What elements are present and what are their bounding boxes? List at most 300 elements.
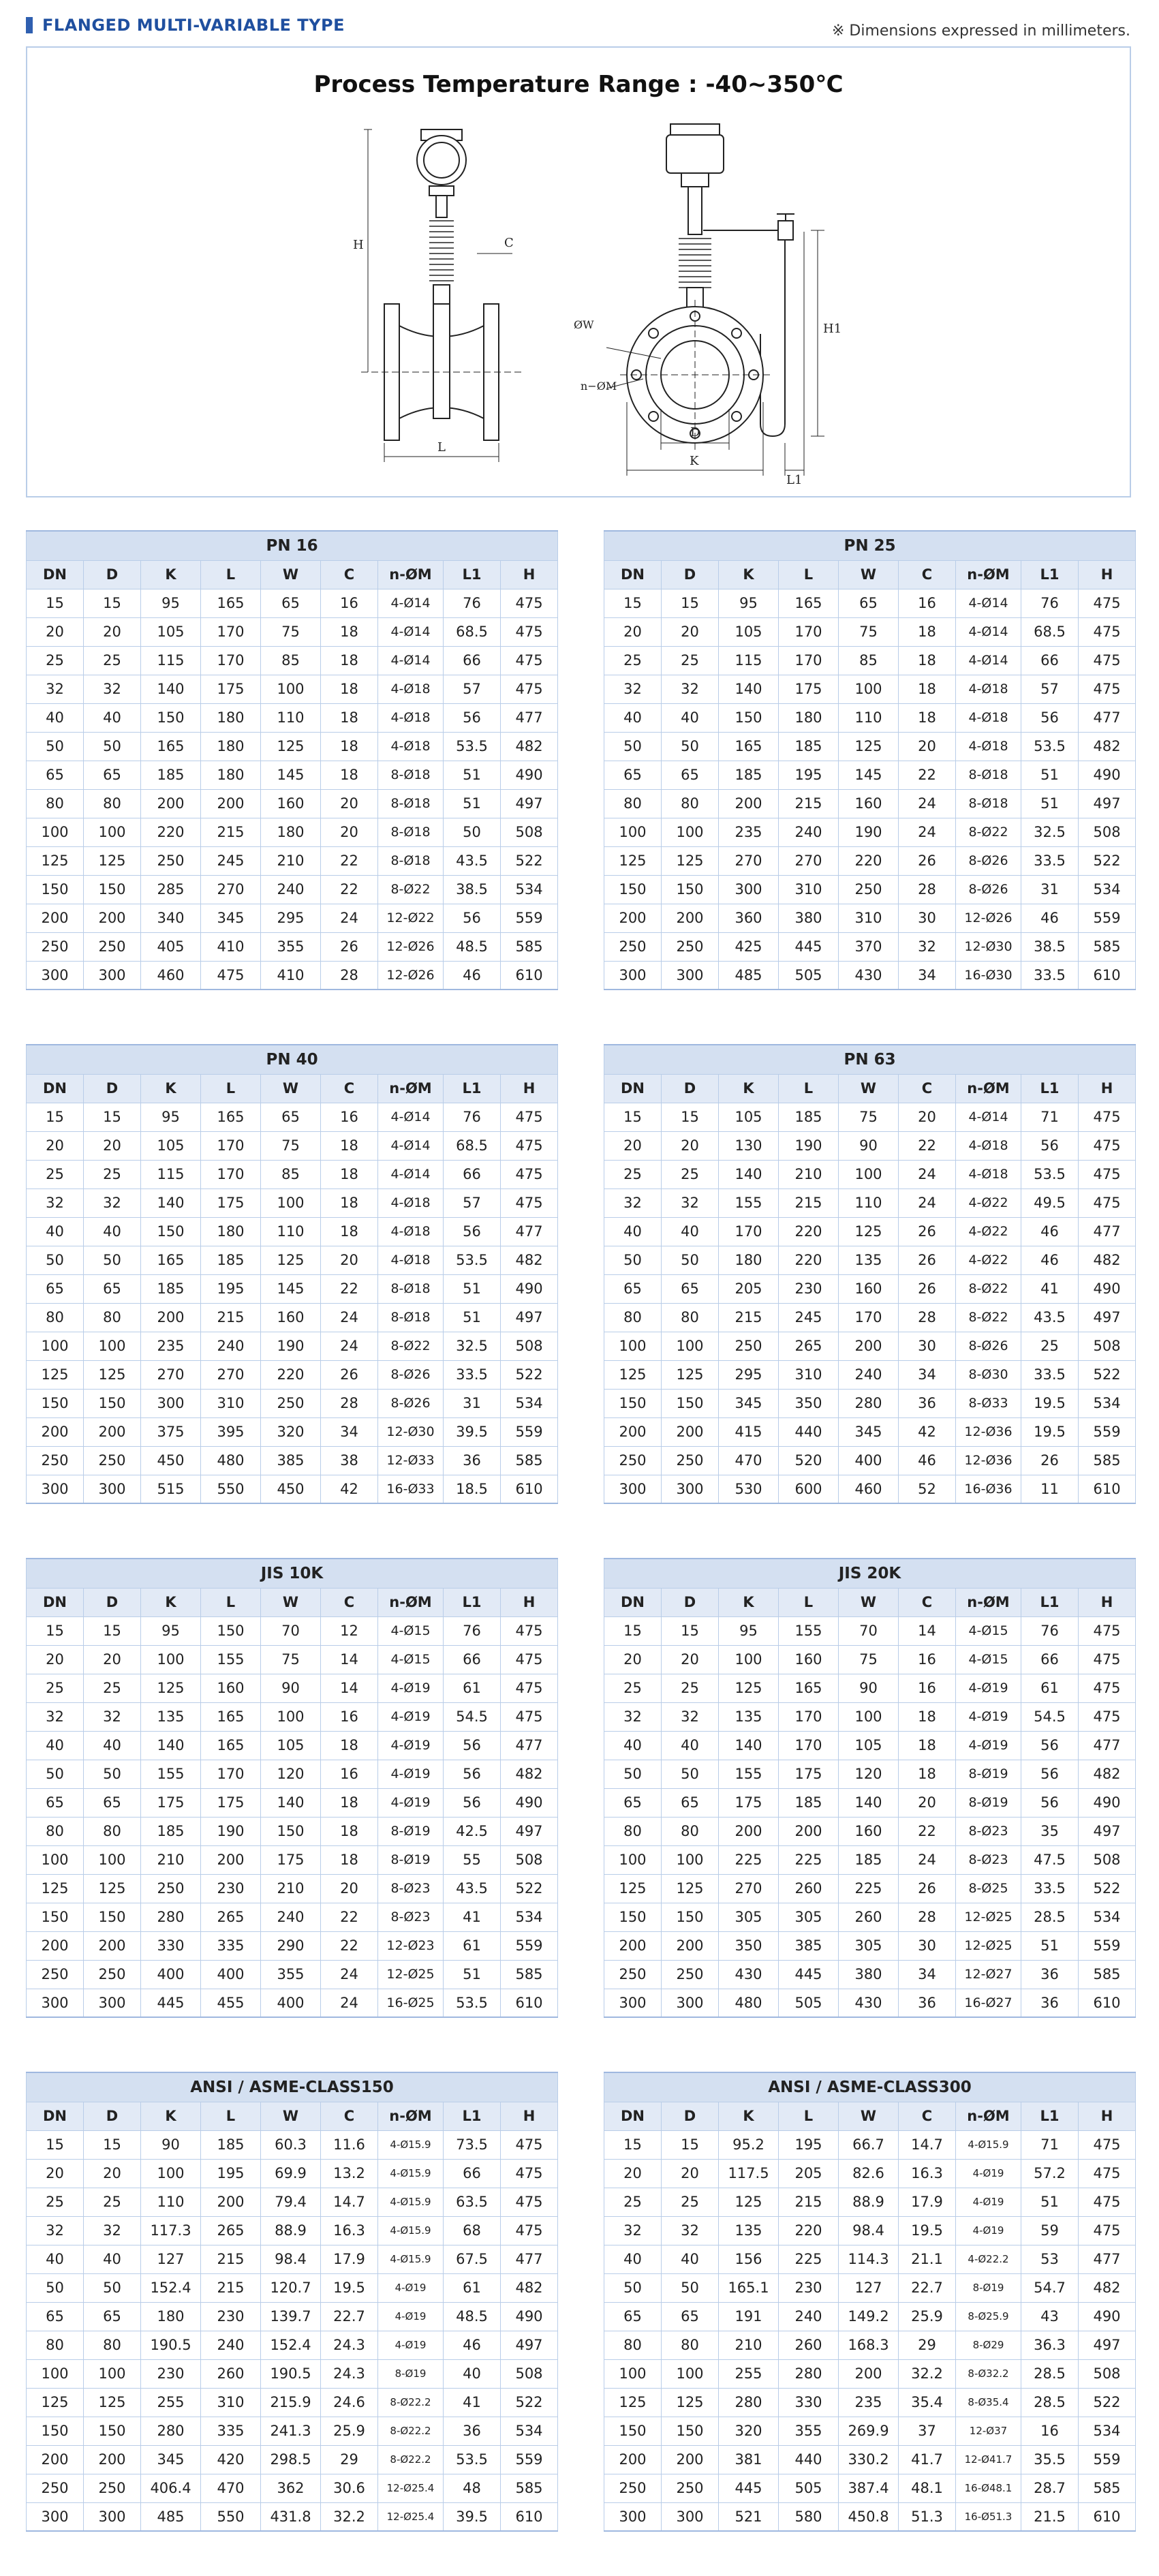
table-cell: 32 [84,675,141,703]
table-cell: 120 [261,1760,321,1788]
table-row [604,1389,1136,1417]
table-cell: 235 [141,1332,201,1360]
table-cell: 40 [27,703,84,732]
table-cell: 280 [839,1389,899,1417]
table-cell: 16.3 [899,2159,956,2188]
table-cell: 24 [321,1332,378,1360]
table-cell: 225 [839,1874,899,1903]
table-cell: 100 [27,1332,84,1360]
table-cell: 175 [201,675,261,703]
table-cell: 150 [604,1903,662,1931]
table-cell: 200 [201,2188,261,2216]
table-cell: 522 [501,846,558,875]
table-cell: 8-Ø22.2 [378,2417,444,2445]
table-cell: 24 [899,1189,956,1217]
column-header: L1 [1021,1588,1079,1616]
table-cell: 28.7 [1021,2474,1079,2502]
table-cell: 610 [1079,1989,1136,2017]
table-cell: 210 [779,1160,839,1189]
table-row [604,589,1136,617]
table-cell: 300 [662,1989,719,2017]
table-cell: 4-Ø18 [956,703,1021,732]
table-row [27,1731,558,1760]
table-cell: 295 [261,904,321,932]
table-cell: 8-Ø23 [378,1874,444,1903]
table-cell: 98.4 [839,2216,899,2245]
table-cell: 530 [719,1475,779,1503]
table-cell: 20 [321,1874,378,1903]
table-cell: 150 [662,1903,719,1931]
table-cell: 175 [779,1760,839,1788]
table-cell: 50 [27,2273,84,2302]
table-cell: 75 [839,1645,899,1674]
table-cell: 56 [1021,1731,1079,1760]
table-cell: 250 [662,1960,719,1989]
table-cell: 200 [27,1417,84,1446]
table-cell: 56 [444,1760,501,1788]
table-cell: 475 [501,2130,558,2159]
table-cell: 230 [201,2302,261,2331]
table-cell: 250 [662,932,719,961]
table-cell: 15 [27,1616,84,1645]
table-cell: 14 [321,1645,378,1674]
table-cell: 4-Ø19 [956,2188,1021,2216]
table-cell: 30 [899,1332,956,1360]
table-row [604,1189,1136,1217]
table-cell: 41 [1021,1274,1079,1303]
table-cell: 26 [899,846,956,875]
table-cell: 165 [201,589,261,617]
table-cell: 475 [1079,1702,1136,1731]
table-cell: 4-Ø14 [378,589,444,617]
table-cell: 440 [779,1417,839,1446]
table-row [27,2130,558,2159]
dim-h-label: H [353,238,364,252]
column-header: H [501,1074,558,1103]
table-cell: 140 [839,1788,899,1817]
table-cell: 585 [501,1446,558,1475]
dimension-table [26,530,558,990]
table-cell: 68 [444,2216,501,2245]
table-cell: 305 [719,1903,779,1931]
table-row [27,1931,558,1960]
table-cell: 165 [201,1103,261,1131]
table-cell: 600 [779,1475,839,1503]
table-cell: 140 [719,675,779,703]
table-cell: 15 [84,2130,141,2159]
table-cell: 170 [719,1217,779,1246]
table-cell: 100 [662,1845,719,1874]
table-cell: 125 [604,1360,662,1389]
table-cell: 36 [444,1446,501,1475]
table-cell: 160 [261,789,321,818]
table-cell: 48 [444,2474,501,2502]
table-cell: 168.3 [839,2331,899,2359]
table-cell: 127 [839,2273,899,2302]
table-cell: 61 [444,1931,501,1960]
table-cell: 4-Ø15.9 [378,2216,444,2245]
table-cell: 135 [141,1702,201,1731]
table-cell: 210 [141,1845,201,1874]
table-cell: 475 [1079,1645,1136,1674]
table-cell: 310 [779,875,839,904]
table-cell: 490 [501,1274,558,1303]
table-cell: 400 [141,1960,201,1989]
table-cell: 4-Ø22.2 [956,2245,1021,2273]
table-cell: 8-Ø19 [956,2273,1021,2302]
table-cell: 80 [84,789,141,818]
table-cell: 73.5 [444,2130,501,2159]
table-cell: 19.5 [1021,1389,1079,1417]
column-header: K [719,2102,779,2130]
table-cell: 475 [501,1103,558,1131]
table-cell: 559 [501,1417,558,1446]
table-cell: 56 [444,1217,501,1246]
table-cell: 4-Ø22 [956,1217,1021,1246]
table-row [604,846,1136,875]
table-cell: 400 [261,1989,321,2017]
table-cell: 508 [501,1845,558,1874]
table-cell: 125 [604,2388,662,2417]
table-cell: 440 [779,2445,839,2474]
table-row [604,1931,1136,1960]
table-cell: 125 [84,1360,141,1389]
table-cell: 550 [201,2502,261,2531]
table-cell: 46 [1021,1246,1079,1274]
table-cell: 300 [604,961,662,990]
table-cell: 475 [1079,1616,1136,1645]
table-cell: 260 [201,2359,261,2388]
table-cell: 150 [27,875,84,904]
table-row [27,1274,558,1303]
table-cell: 25 [27,2188,84,2216]
table-cell: 54.7 [1021,2273,1079,2302]
table-cell: 8-Ø33 [956,1389,1021,1417]
table-cell: 66.7 [839,2130,899,2159]
table-cell: 16 [899,589,956,617]
table-cell: 400 [839,1446,899,1475]
table-cell: 8-Ø22.2 [378,2445,444,2474]
table-cell: 40 [84,1731,141,1760]
table-cell: 355 [779,2417,839,2445]
table-cell: 12 [321,1616,378,1645]
table-cell: 215 [201,818,261,846]
table-cell: 125 [719,1674,779,1702]
table-cell: 8-Ø18 [378,1274,444,1303]
table-cell: 76 [444,1616,501,1645]
table-cell: 230 [141,2359,201,2388]
table-cell: 150 [84,2417,141,2445]
table-cell: 4-Ø19 [378,2331,444,2359]
table-row [27,1332,558,1360]
table-cell: 24 [899,789,956,818]
table-cell: 170 [201,646,261,675]
column-header: W [839,1588,899,1616]
table-cell: 100 [27,2359,84,2388]
table-cell: 51.3 [899,2502,956,2531]
table-cell: 150 [662,875,719,904]
table-cell: 20 [899,732,956,761]
table-row [27,1160,558,1189]
table-cell: 230 [779,1274,839,1303]
table-cell: 200 [84,1417,141,1446]
table-cell: 13.2 [321,2159,378,2188]
table-cell: 475 [501,2188,558,2216]
table-cell: 65 [604,1788,662,1817]
table-cell: 15 [604,2130,662,2159]
table-cell: 70 [839,1616,899,1645]
table-cell: 470 [201,2474,261,2502]
table-cell: 32.2 [321,2502,378,2531]
table-cell: 4-Ø14 [378,1160,444,1189]
table-cell: 310 [201,1389,261,1417]
table-cell: 385 [261,1446,321,1475]
table-row [27,1303,558,1332]
table-cell: 200 [27,904,84,932]
table-cell: 22 [321,1931,378,1960]
column-header: C [899,1074,956,1103]
table-cell: 50 [84,732,141,761]
table-cell: 450 [261,1475,321,1503]
table-cell: 15 [27,1103,84,1131]
table-cell: 522 [501,1360,558,1389]
table-cell: 175 [719,1788,779,1817]
table-cell: 475 [1079,646,1136,675]
dimension-table [26,1558,558,2018]
table-cell: 16 [1021,2417,1079,2445]
table-cell: 125 [84,1874,141,1903]
table-cell: 30 [899,1931,956,1960]
table-cell: 40 [604,2245,662,2273]
table-cell: 18 [899,646,956,675]
table-cell: 300 [84,2502,141,2531]
table-cell: 80 [27,789,84,818]
table-row [27,2188,558,2216]
table-cell: 200 [201,1845,261,1874]
table-cell: 12-Ø27 [956,1960,1021,1989]
table-cell: 26 [1021,1446,1079,1475]
table-row [27,1131,558,1160]
table-cell: 100 [84,2359,141,2388]
table-row [27,646,558,675]
table-cell: 8-Ø18 [956,761,1021,789]
table-cell: 48.1 [899,2474,956,2502]
column-header: n-ØM [956,1074,1021,1103]
table-cell: 320 [719,2417,779,2445]
table-cell: 8-Ø22 [378,875,444,904]
table-cell: 200 [141,1303,201,1332]
table-cell: 25 [84,1674,141,1702]
table-cell: 230 [201,1874,261,1903]
table-cell: 150 [604,2417,662,2445]
table-cell: 320 [261,1417,321,1446]
table-cell: 190.5 [261,2359,321,2388]
table-cell: 19.5 [1021,1417,1079,1446]
table-cell: 95 [141,1616,201,1645]
column-header: L [779,2102,839,2130]
table-cell: 40 [604,1217,662,1246]
table-cell: 95 [719,589,779,617]
table-cell: 34 [321,1417,378,1446]
table-cell: 300 [719,875,779,904]
table-cell: 115 [141,646,201,675]
table-row [604,1103,1136,1131]
table-row [604,2359,1136,2388]
table-cell: 71 [1021,2130,1079,2159]
table-cell: 215 [779,2188,839,2216]
table-cell: 482 [1079,732,1136,761]
table-cell: 54.5 [1021,1702,1079,1731]
table-cell: 20 [84,1131,141,1160]
table-cell: 20 [662,2159,719,2188]
table-cell: 8-Ø18 [378,818,444,846]
table-cell: 200 [84,2445,141,2474]
table-cell: 18 [321,1131,378,1160]
table-cell: 65 [27,1274,84,1303]
table-cell: 534 [501,2417,558,2445]
table-cell: 16 [321,589,378,617]
table-cell: 610 [1079,1475,1136,1503]
table-cell: 20 [321,1246,378,1274]
table-cell: 300 [141,1389,201,1417]
table-cell: 12-Ø26 [956,904,1021,932]
table-cell: 200 [662,2445,719,2474]
table-cell: 445 [779,932,839,961]
table-cell: 255 [141,2388,201,2417]
column-header: L [201,1074,261,1103]
table-cell: 250 [84,1446,141,1475]
table-row [604,1274,1136,1303]
table-cell: 450 [141,1446,201,1475]
table-cell: 215.9 [261,2388,321,2417]
table-row [604,1303,1136,1332]
table-cell: 477 [1079,1731,1136,1760]
column-header: DN [27,2102,84,2130]
table-cell: 51 [444,1960,501,1989]
table-row [27,961,558,990]
column-header: W [839,1074,899,1103]
table-cell: 375 [141,1417,201,1446]
table-cell: 26 [899,1874,956,1903]
table-cell: 75 [261,1645,321,1674]
table-cell: 250 [84,932,141,961]
table-cell: 22 [321,1274,378,1303]
table-cell: 225 [779,2245,839,2273]
table-cell: 485 [719,961,779,990]
table-cell: 270 [719,1874,779,1903]
table-cell: 16 [321,1103,378,1131]
table-cell: 117.5 [719,2159,779,2188]
table-cell: 105 [141,617,201,646]
column-header: DN [604,1074,662,1103]
table-cell: 245 [779,1303,839,1332]
table-cell: 497 [501,789,558,818]
column-header: L1 [444,560,501,589]
table-cell: 100 [84,1332,141,1360]
table-row [604,2445,1136,2474]
column-header: L1 [444,1588,501,1616]
table-cell: 497 [501,1303,558,1332]
table-row [27,2245,558,2273]
table-cell: 50 [662,2273,719,2302]
table-cell: 46 [444,961,501,990]
table-cell: 32 [604,1189,662,1217]
table-cell: 521 [719,2502,779,2531]
table-cell: 200 [604,1931,662,1960]
table-cell: 250 [84,2474,141,2502]
table-cell: 110 [839,1189,899,1217]
table-row [27,1645,558,1674]
table-cell: 29 [899,2331,956,2359]
table-cell: 522 [501,1874,558,1903]
table-cell: 200 [84,1931,141,1960]
table-cell: 36 [899,1389,956,1417]
table-cell: 300 [84,961,141,990]
table-cell: 175 [261,1845,321,1874]
table-cell: 15 [662,1103,719,1131]
table-cell: 195 [201,1274,261,1303]
column-header: H [501,560,558,589]
table-cell: 220 [261,1360,321,1389]
table-row [27,875,558,904]
table-cell: 65 [662,761,719,789]
table-cell: 340 [141,904,201,932]
table-cell: 40 [27,1731,84,1760]
table-cell: 580 [779,2502,839,2531]
column-header: K [719,1074,779,1103]
table-cell: 4-Ø15 [378,1645,444,1674]
table-cell: 85 [839,646,899,675]
table-cell: 8-Ø26 [956,846,1021,875]
table-title: PN 40 [27,1045,558,1074]
dimension-table [604,1044,1136,1504]
table-cell: 387.4 [839,2474,899,2502]
table-cell: 240 [779,2302,839,2331]
table-cell: 12-Ø30 [956,932,1021,961]
table-cell: 110 [141,2188,201,2216]
table-row [27,1389,558,1417]
table-row [27,1903,558,1931]
table-row [604,2216,1136,2245]
table-cell: 477 [501,1731,558,1760]
column-header: n-ØM [956,2102,1021,2130]
table-cell: 110 [839,703,899,732]
table-cell: 200 [662,904,719,932]
table-title: JIS 20K [604,1559,1136,1588]
table-cell: 482 [1079,2273,1136,2302]
table-cell: 25 [604,1160,662,1189]
table-cell: 8-Ø32.2 [956,2359,1021,2388]
table-cell: 8-Ø19 [956,1788,1021,1817]
table-cell: 450.8 [839,2502,899,2531]
table-cell: 195 [779,761,839,789]
table-cell: 180 [719,1246,779,1274]
table-cell: 215 [779,789,839,818]
table-row [27,1874,558,1903]
table-cell: 230 [779,2273,839,2302]
table-cell: 12-Ø25.4 [378,2474,444,2502]
table-cell: 150 [84,1903,141,1931]
section-marker [26,17,33,33]
table-cell: 534 [1079,1903,1136,1931]
table-title: PN 16 [27,531,558,560]
table-cell: 20 [604,2159,662,2188]
table-cell: 145 [261,761,321,789]
table-cell: 32 [84,1702,141,1731]
table-cell: 120.7 [261,2273,321,2302]
column-header: L1 [1021,1074,1079,1103]
column-header: H [1079,1074,1136,1103]
